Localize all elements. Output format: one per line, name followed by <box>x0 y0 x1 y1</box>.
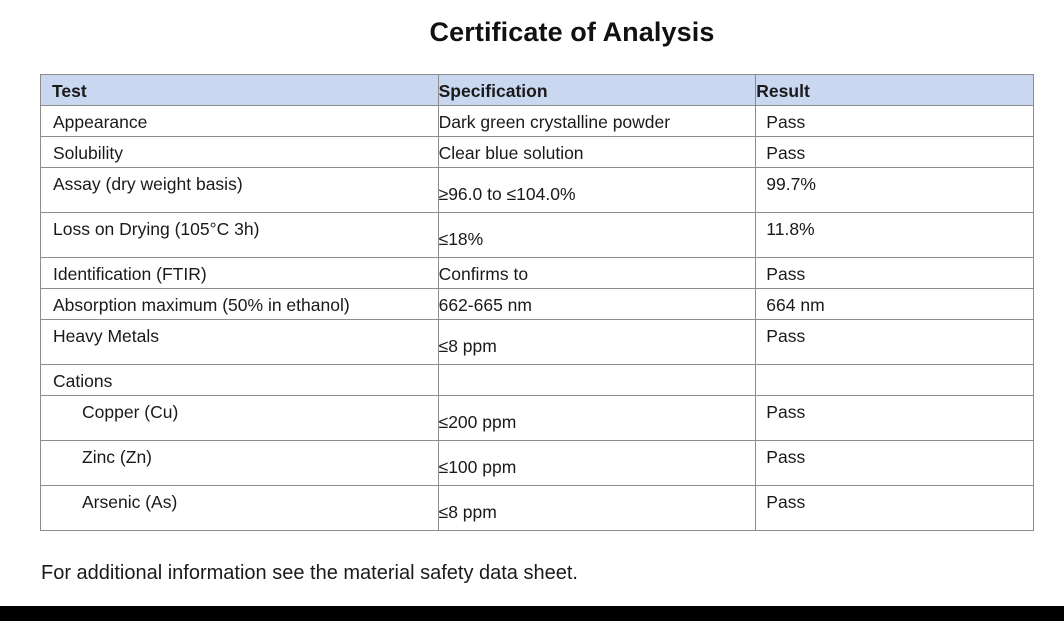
spec-cell: 662-665 nm <box>438 289 756 320</box>
header-specification: Specification <box>438 75 756 106</box>
bottom-bar <box>0 606 1064 621</box>
result-cell: Pass <box>756 320 1034 365</box>
table-row <box>41 106 1034 137</box>
result-cell: 11.8% <box>756 213 1034 258</box>
footer-note: For additional information see the material safety data sheet. <box>41 562 578 584</box>
test-cell: Solubility <box>41 137 439 168</box>
table-row <box>41 168 1034 213</box>
header-test: Test <box>41 75 439 106</box>
test-cell: Copper (Cu) <box>41 396 439 441</box>
result-cell: Pass <box>756 106 1034 137</box>
analysis-table <box>40 74 1034 531</box>
test-cell: Cations <box>41 365 439 396</box>
table-row <box>41 213 1034 258</box>
spec-cell: ≥96.0 to ≤104.0% <box>438 168 756 213</box>
result-cell: Pass <box>756 441 1034 486</box>
result-cell: Pass <box>756 137 1034 168</box>
result-cell: 99.7% <box>756 168 1034 213</box>
spec-cell <box>438 365 756 396</box>
result-cell: Pass <box>756 486 1034 531</box>
spec-cell: Confirms to <box>438 258 756 289</box>
test-cell: Absorption maximum (50% in ethanol) <box>41 289 439 320</box>
test-cell: Identification (FTIR) <box>41 258 439 289</box>
spec-cell: ≤8 ppm <box>438 486 756 531</box>
table-row <box>41 486 1034 531</box>
test-cell: Assay (dry weight basis) <box>41 168 439 213</box>
result-cell: Pass <box>756 396 1034 441</box>
table-row <box>41 396 1034 441</box>
test-cell: Loss on Drying (105°C 3h) <box>41 213 439 258</box>
spec-cell: ≤8 ppm <box>438 320 756 365</box>
test-cell: Arsenic (As) <box>41 486 439 531</box>
table-row <box>41 441 1034 486</box>
test-cell: Zinc (Zn) <box>41 441 439 486</box>
test-cell: Appearance <box>41 106 439 137</box>
table-row <box>41 320 1034 365</box>
table-row <box>41 258 1034 289</box>
spec-cell: ≤200 ppm <box>438 396 756 441</box>
table-row <box>41 289 1034 320</box>
test-cell: Heavy Metals <box>41 320 439 365</box>
spec-cell: ≤18% <box>438 213 756 258</box>
table-row <box>41 137 1034 168</box>
spec-cell: ≤100 ppm <box>438 441 756 486</box>
result-cell <box>756 365 1034 396</box>
result-cell: 664 nm <box>756 289 1034 320</box>
header-result: Result <box>756 75 1034 106</box>
spec-cell: Dark green crystalline powder <box>438 106 756 137</box>
document-title: Certificate of Analysis <box>429 17 715 47</box>
table-row <box>41 365 1034 396</box>
result-cell: Pass <box>756 258 1034 289</box>
spec-cell: Clear blue solution <box>438 137 756 168</box>
table-header-row <box>41 75 1034 106</box>
